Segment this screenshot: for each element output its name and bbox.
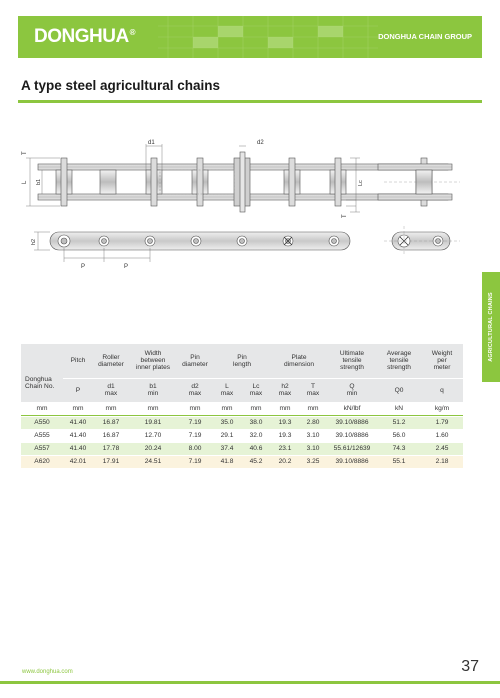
symbol-d1: d1 max — [93, 378, 129, 402]
table-cell: 3.10 — [299, 429, 327, 442]
cell-chain-no: A555 — [21, 429, 63, 442]
table-cell: 12.70 — [129, 429, 177, 442]
table-cell: 74.3 — [377, 442, 421, 455]
table-cell: 29.1 — [213, 429, 241, 442]
table-cell: 3.10 — [299, 442, 327, 455]
table-cell: 35.0 — [213, 416, 241, 429]
symbol-d2: d2 max — [177, 378, 213, 402]
header-pin-diameter: Pin diameter — [177, 344, 213, 378]
unit-cell: mm — [21, 402, 63, 415]
page-number: 37 — [461, 658, 479, 675]
table-cell: 20.24 — [129, 442, 177, 455]
table-cell: 32.0 — [241, 429, 271, 442]
table-cell: 19.81 — [129, 416, 177, 429]
header-banner — [18, 16, 482, 58]
header-pitch: Pitch — [63, 344, 93, 378]
table-cell: 16.87 — [93, 429, 129, 442]
symbol-weight: q — [421, 378, 463, 402]
chain-side-view — [50, 232, 350, 250]
symbol-b1: b1 min — [129, 378, 177, 402]
chain-drawing — [20, 136, 480, 272]
header-width: Width between inner plates — [129, 344, 177, 378]
cell-chain-no: A557 — [21, 442, 63, 455]
table-cell: 55.61/12639 — [327, 442, 377, 455]
table-cell: 41.40 — [63, 416, 93, 429]
unit-cell: mm — [129, 402, 177, 415]
table-cell: 16.87 — [93, 416, 129, 429]
section-side-tab — [482, 272, 500, 382]
label-d1: d1 — [148, 140, 155, 146]
table-cell: 41.40 — [63, 429, 93, 442]
label-p2: P — [124, 264, 129, 270]
spec-table — [21, 344, 463, 468]
side-tab-label: AGRICULTURAL CHAINS — [488, 292, 494, 362]
table-cell: 39.10/8886 — [327, 416, 377, 429]
cell-chain-no: A620 — [21, 455, 63, 468]
table-cell: 37.4 — [213, 442, 241, 455]
symbol-l: L max — [213, 378, 241, 402]
table-cell: 55.1 — [377, 455, 421, 468]
table-cell: 20.2 — [271, 455, 299, 468]
table-cell: 40.6 — [241, 442, 271, 455]
table-cell: 2.80 — [299, 416, 327, 429]
table-cell: 23.1 — [271, 442, 299, 455]
group-name: DONGHUA CHAIN GROUP — [378, 32, 472, 41]
label-t-bottom: T — [342, 214, 348, 218]
unit-cell: kN/lbf — [327, 402, 377, 415]
table-cell: 19.3 — [271, 416, 299, 429]
symbol-q0: Q0 — [377, 378, 421, 402]
table-cell: 17.78 — [93, 442, 129, 455]
header-average-strength: Average tensile strength — [377, 344, 421, 378]
label-d2: d2 — [257, 140, 264, 146]
table-cell: 2.18 — [421, 455, 463, 468]
symbol-p: P — [63, 378, 93, 402]
unit-cell: mm — [63, 402, 93, 415]
table-cell: 24.51 — [129, 455, 177, 468]
table-cell: 17.91 — [93, 455, 129, 468]
table-cell: 56.0 — [377, 429, 421, 442]
label-b1: b1 — [36, 178, 42, 185]
unit-cell: mm — [213, 402, 241, 415]
unit-cell: mm — [93, 402, 129, 415]
header-pin-length: Pin length — [213, 344, 271, 378]
table-cell: 3.25 — [299, 455, 327, 468]
table-cell: 42.01 — [63, 455, 93, 468]
footer-url[interactable]: www.donghua.com — [22, 669, 73, 675]
symbol-h2: h2 max — [271, 378, 299, 402]
table-cell: 8.00 — [177, 442, 213, 455]
label-h2: h2 — [31, 238, 37, 245]
table-cell: 1.60 — [421, 429, 463, 442]
table-row — [21, 442, 463, 455]
table-row — [21, 429, 463, 442]
label-t-top: T — [22, 151, 28, 155]
table-cell: 19.3 — [271, 429, 299, 442]
table-cell: 39.10/8886 — [327, 455, 377, 468]
cell-chain-no: A550 — [21, 416, 63, 429]
table-cell: 1.79 — [421, 416, 463, 429]
symbol-lc: Lc max — [241, 378, 271, 402]
header-row — [21, 344, 463, 378]
table-cell: 2.45 — [421, 442, 463, 455]
table-row — [21, 455, 463, 468]
label-lc: Lc — [358, 180, 364, 186]
label-l: L — [22, 180, 28, 184]
header-chain-no: Donghua Chain No. — [21, 344, 63, 402]
symbol-row — [21, 378, 463, 402]
header-weight: Weight per meter — [421, 344, 463, 378]
table-cell: 41.8 — [213, 455, 241, 468]
table-cell: 38.0 — [241, 416, 271, 429]
unit-cell: kg/m — [421, 402, 463, 415]
symbol-t: T max — [299, 378, 327, 402]
symbol-q: Q min — [327, 378, 377, 402]
unit-cell: mm — [299, 402, 327, 415]
table-cell: 45.2 — [241, 455, 271, 468]
table-cell: 51.2 — [377, 416, 421, 429]
brand-logo: DONGHUA® — [34, 26, 136, 47]
footer-divider — [0, 681, 500, 684]
header-ultimate-strength: Ultimate tensile strength — [327, 344, 377, 378]
header-roller-diameter: Roller diameter — [93, 344, 129, 378]
unit-cell: mm — [271, 402, 299, 415]
title-divider — [18, 100, 482, 103]
unit-cell: kN — [377, 402, 421, 415]
header-plate-dimension: Plate dimension — [271, 344, 327, 378]
table-cell: 7.19 — [177, 416, 213, 429]
page-title: A type steel agricultural chains — [21, 78, 221, 93]
unit-cell: mm — [177, 402, 213, 415]
table-cell: 41.40 — [63, 442, 93, 455]
unit-cell: mm — [241, 402, 271, 415]
units-row — [21, 402, 463, 415]
table-row — [21, 416, 463, 429]
label-p1: P — [81, 264, 86, 270]
table-cell: 7.19 — [177, 429, 213, 442]
table-cell: 39.10/8886 — [327, 429, 377, 442]
table-cell: 7.19 — [177, 455, 213, 468]
